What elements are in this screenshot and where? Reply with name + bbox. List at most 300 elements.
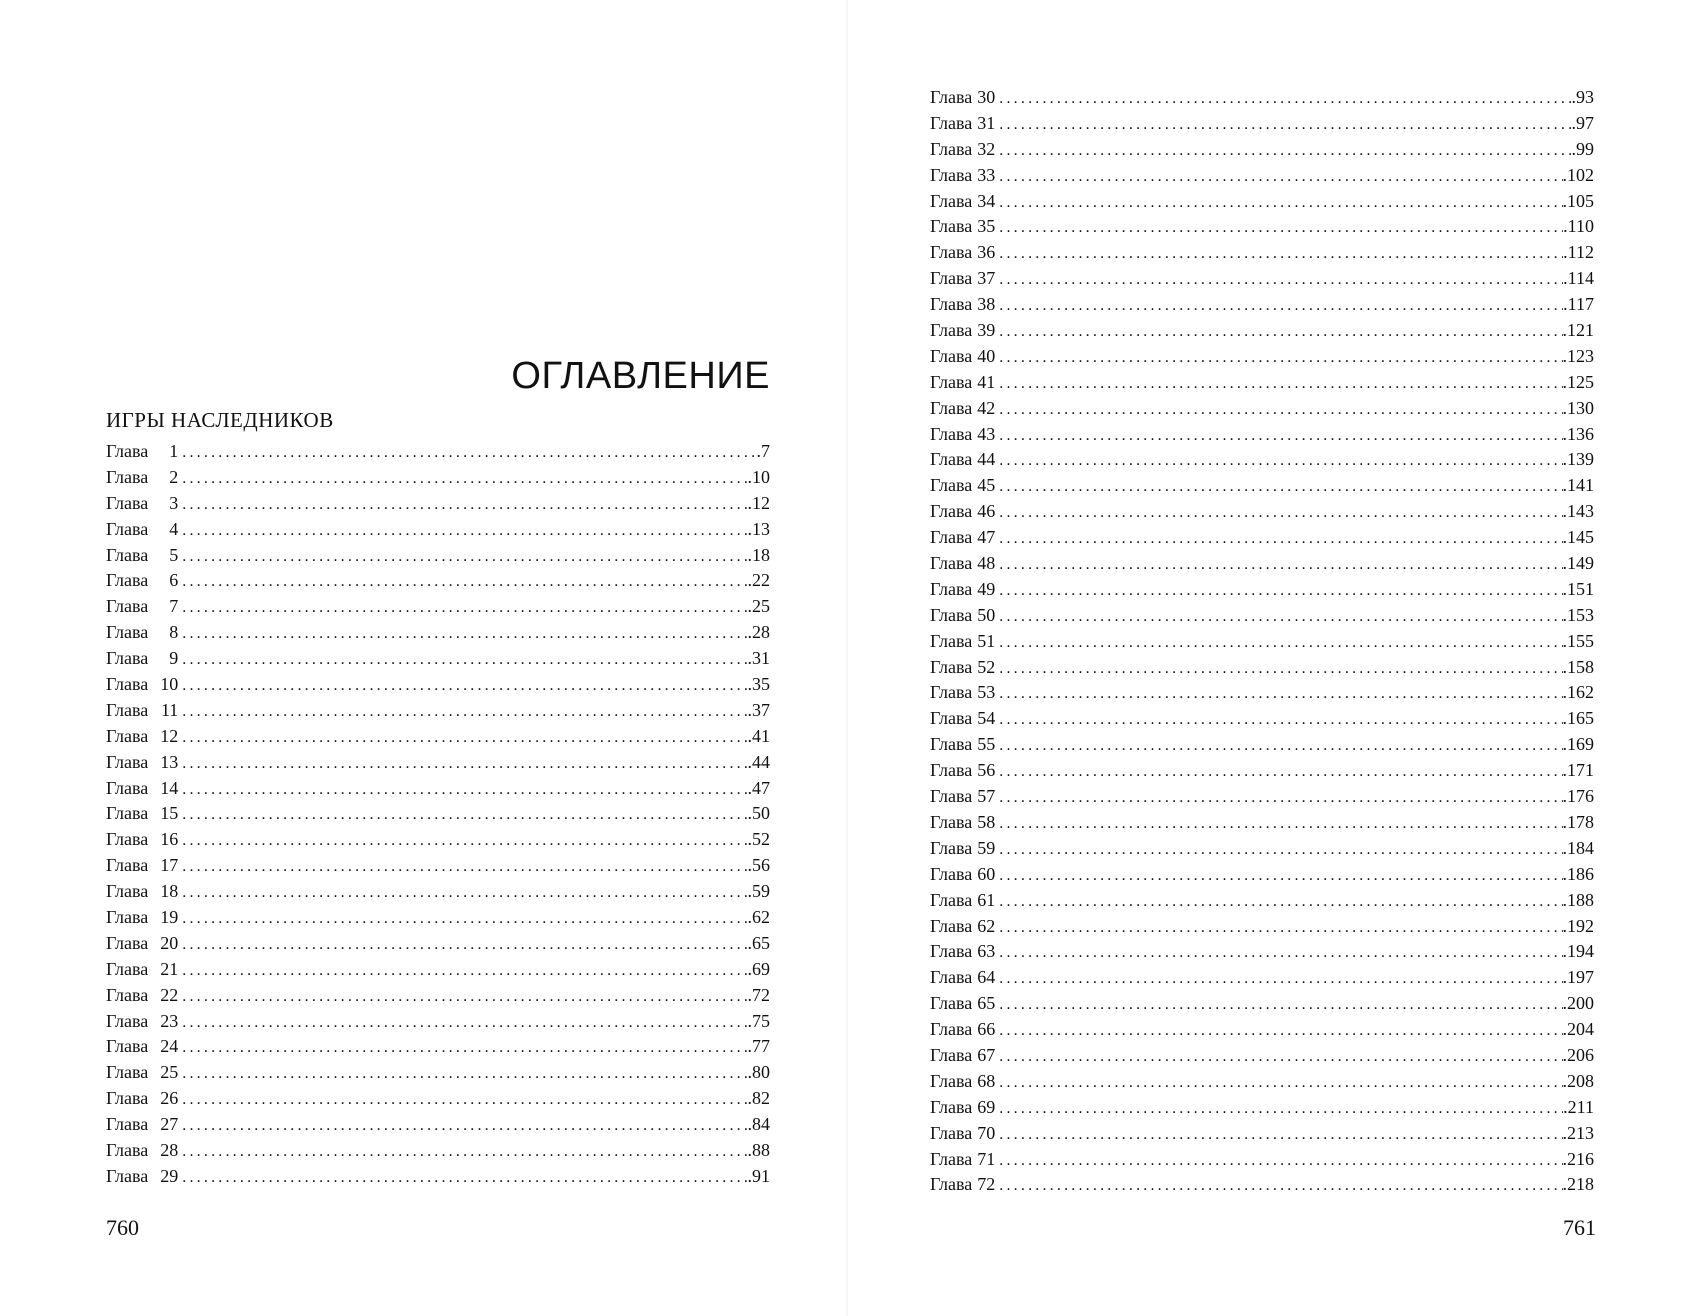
chapter-number: 64: [977, 967, 996, 988]
dot-leader: [995, 863, 1562, 888]
dot-leader: [178, 751, 747, 776]
chapter-page-number: .7: [756, 441, 770, 461]
chapter-page-number: .158: [1562, 656, 1594, 677]
chapter-page-number: .91: [747, 1165, 770, 1186]
dot-leader: [995, 1044, 1562, 1069]
chapter-number: 47: [977, 527, 996, 548]
chapter-label: Глава: [106, 544, 149, 565]
dot-leader: [995, 966, 1562, 991]
chapter-number: 15: [160, 803, 179, 824]
dot-leader: [995, 656, 1562, 681]
chapter-page-number: .28: [747, 622, 770, 643]
dot-leader: [995, 940, 1562, 965]
chapter-number: 19: [160, 907, 179, 928]
toc-entry: [930, 214, 1594, 240]
chapter-page-number: .123: [1562, 345, 1594, 366]
dot-leader: [178, 1061, 747, 1086]
toc-entry: [106, 1112, 770, 1138]
chapter-page-number: .162: [1562, 682, 1594, 703]
chapter-number: 24: [160, 1036, 179, 1057]
chapter-number: 68: [977, 1070, 996, 1091]
dot-leader: [995, 1148, 1562, 1173]
toc-entry: [106, 1009, 770, 1035]
chapter-number: 67: [977, 1044, 996, 1065]
dot-leader: [995, 526, 1562, 551]
dot-leader: [995, 1096, 1563, 1121]
chapter-page-number: .178: [1562, 811, 1594, 832]
page-number-left: 760: [106, 1215, 139, 1240]
chapter-number: 52: [977, 656, 996, 677]
chapter-page-number: .56: [747, 855, 770, 876]
toc-entry: [930, 991, 1594, 1017]
toc-entry: [930, 965, 1594, 991]
dot-leader: [178, 725, 747, 750]
dot-leader: [995, 241, 1563, 266]
chapter-label: Глава: [930, 786, 973, 807]
chapter-page-number: .176: [1562, 786, 1594, 807]
chapter-label: Глава: [106, 855, 149, 876]
chapter-page-number: .188: [1562, 889, 1594, 910]
chapter-page-number: .110: [1563, 216, 1594, 237]
chapter-label: Глава: [930, 345, 973, 366]
chapter-number: 36: [977, 242, 996, 263]
toc-entry: [930, 499, 1594, 525]
chapter-number: 42: [977, 397, 996, 418]
chapter-page-number: .216: [1562, 1148, 1594, 1169]
dot-leader: [178, 932, 747, 957]
chapter-page-number: .93: [1571, 87, 1594, 107]
chapter-label: Глава: [930, 993, 973, 1014]
chapter-number: 28: [160, 1140, 179, 1161]
chapter-label: Глава: [106, 1140, 149, 1161]
dot-leader: [178, 569, 747, 594]
chapter-page-number: .143: [1562, 501, 1594, 522]
chapter-label: Глава: [930, 423, 973, 444]
toc-entry: [106, 672, 770, 698]
chapter-number: 35: [977, 216, 996, 237]
chapter-page-number: .114: [1563, 268, 1594, 289]
toc-heading: ОГЛАВЛЕНИЕ: [511, 355, 770, 397]
dot-leader: [178, 544, 747, 569]
toc-entry: [930, 1147, 1594, 1173]
chapter-page-number: .204: [1562, 1019, 1594, 1040]
chapter-page-number: .82: [747, 1088, 770, 1109]
chapter-label: Глава: [930, 397, 973, 418]
chapter-label: Глава: [106, 725, 149, 746]
chapter-number: 40: [977, 345, 996, 366]
toc-entry: [930, 266, 1594, 292]
chapter-label: Глава: [106, 958, 149, 979]
toc-entry: [106, 1164, 770, 1190]
chapter-page-number: .97: [1571, 112, 1594, 133]
chapter-label: Глава: [930, 1122, 973, 1143]
dot-leader: [995, 1122, 1562, 1147]
dot-leader: [995, 630, 1562, 655]
toc-list-right: [930, 85, 1594, 1198]
toc-entry: [106, 957, 770, 983]
chapter-label: Глава: [930, 941, 973, 962]
chapter-label: Глава: [930, 449, 973, 470]
chapter-label: Глава: [930, 889, 973, 910]
chapter-label: Глава: [930, 1096, 973, 1117]
chapter-label: Глава: [106, 441, 149, 461]
toc-entry: [106, 853, 770, 879]
chapter-number: 63: [977, 941, 996, 962]
toc-entry: [930, 292, 1594, 318]
chapter-page-number: .186: [1562, 863, 1594, 884]
chapter-label: Глава: [106, 829, 149, 850]
chapter-number: 2: [169, 466, 179, 487]
dot-leader: [178, 492, 747, 517]
chapter-label: Глава: [930, 501, 973, 522]
toc-list-left: [106, 439, 770, 1190]
toc-entry: [106, 776, 770, 802]
toc-entry: [930, 1095, 1594, 1121]
chapter-number: 13: [160, 751, 179, 772]
dot-leader: [178, 984, 747, 1009]
toc-entry: [930, 603, 1594, 629]
chapter-number: 22: [160, 984, 179, 1005]
toc-entry: [930, 939, 1594, 965]
chapter-label: Глава: [930, 578, 973, 599]
chapter-number: 66: [977, 1019, 996, 1040]
dot-leader: [995, 345, 1562, 370]
dot-leader: [995, 552, 1562, 577]
dot-leader: [178, 1139, 747, 1164]
toc-entry: [106, 439, 770, 465]
chapter-label: Глава: [106, 1010, 149, 1031]
dot-leader: [995, 837, 1562, 862]
chapter-label: Глава: [106, 1062, 149, 1083]
chapter-label: Глава: [930, 553, 973, 574]
chapter-page-number: .208: [1562, 1070, 1594, 1091]
chapter-page-number: .206: [1562, 1044, 1594, 1065]
chapter-number: 31: [977, 112, 996, 133]
dot-leader: [178, 647, 747, 672]
chapter-number: 23: [160, 1010, 179, 1031]
chapter-label: Глава: [930, 164, 973, 185]
dot-leader: [995, 500, 1562, 525]
toc-entry: [930, 551, 1594, 577]
chapter-page-number: .44: [747, 751, 770, 772]
chapter-number: 49: [977, 578, 996, 599]
toc-entry: [930, 655, 1594, 681]
chapter-label: Глава: [930, 1148, 973, 1169]
toc-entry: [106, 620, 770, 646]
toc-entry: [930, 318, 1594, 344]
chapter-number: 16: [160, 829, 179, 850]
dot-leader: [178, 699, 747, 724]
chapter-page-number: .200: [1562, 993, 1594, 1014]
chapter-number: 3: [169, 492, 179, 513]
chapter-page-number: .130: [1562, 397, 1594, 418]
chapter-number: 11: [160, 699, 179, 720]
chapter-number: 39: [977, 320, 996, 341]
chapter-label: Глава: [930, 734, 973, 755]
dot-leader: [995, 811, 1562, 836]
chapter-page-number: .169: [1562, 734, 1594, 755]
toc-entry: [930, 422, 1594, 448]
toc-entry: [930, 1121, 1594, 1147]
chapter-number: 6: [169, 570, 179, 591]
chapter-page-number: .192: [1562, 915, 1594, 936]
chapter-page-number: .75: [747, 1010, 770, 1031]
chapter-number: 54: [977, 708, 996, 729]
chapter-number: 60: [977, 863, 996, 884]
chapter-number: 48: [977, 553, 996, 574]
toc-entry: [930, 344, 1594, 370]
chapter-page-number: .165: [1562, 708, 1594, 729]
toc-entry: [930, 189, 1594, 215]
toc-entry: [930, 1017, 1594, 1043]
toc-entry: [106, 698, 770, 724]
toc-entry: [106, 1138, 770, 1164]
toc-entry: [930, 888, 1594, 914]
chapter-label: Глава: [106, 596, 149, 617]
chapter-number: 1: [169, 441, 179, 461]
chapter-label: Глава: [106, 1165, 149, 1186]
chapter-label: Глава: [106, 466, 149, 487]
dot-leader: [178, 595, 747, 620]
chapter-page-number: .13: [747, 518, 770, 539]
chapter-label: Глава: [106, 1036, 149, 1057]
chapter-number: 53: [977, 682, 996, 703]
chapter-label: Глава: [930, 527, 973, 548]
dot-leader: [178, 518, 747, 543]
chapter-page-number: .72: [747, 984, 770, 1005]
chapter-page-number: .121: [1562, 320, 1594, 341]
chapter-number: 41: [977, 371, 996, 392]
chapter-label: Глава: [930, 811, 973, 832]
toc-entry: [106, 827, 770, 853]
dot-leader: [995, 759, 1562, 784]
chapter-label: Глава: [930, 320, 973, 341]
toc-entry: [106, 1086, 770, 1112]
chapter-number: 38: [977, 294, 996, 315]
chapter-number: 30: [977, 87, 996, 107]
chapter-label: Глава: [930, 268, 973, 289]
chapter-label: Глава: [930, 863, 973, 884]
chapter-label: Глава: [930, 630, 973, 651]
toc-entry: [930, 1069, 1594, 1095]
chapter-number: 5: [169, 544, 179, 565]
chapter-page-number: .10: [747, 466, 770, 487]
chapter-page-number: .184: [1562, 837, 1594, 858]
chapter-label: Глава: [930, 216, 973, 237]
chapter-label: Глава: [930, 915, 973, 936]
chapter-number: 45: [977, 475, 996, 496]
chapter-label: Глава: [106, 984, 149, 1005]
toc-entry: [930, 1172, 1594, 1198]
toc-entry: [930, 396, 1594, 422]
dot-leader: [995, 215, 1563, 240]
chapter-label: Глава: [930, 837, 973, 858]
chapter-label: Глава: [930, 475, 973, 496]
dot-leader: [995, 1070, 1562, 1095]
dot-leader: [995, 681, 1562, 706]
chapter-page-number: .59: [747, 881, 770, 902]
dot-leader: [178, 440, 756, 465]
dot-leader: [995, 604, 1562, 629]
dot-leader: [995, 915, 1562, 940]
toc-entry: [930, 629, 1594, 655]
chapter-label: Глава: [106, 1114, 149, 1135]
chapter-page-number: .31: [747, 648, 770, 669]
chapter-number: 21: [160, 958, 179, 979]
toc-entry: [106, 491, 770, 517]
dot-leader: [178, 621, 747, 646]
dot-leader: [995, 293, 1563, 318]
chapter-number: 44: [977, 449, 996, 470]
chapter-number: 72: [977, 1174, 996, 1195]
dot-leader: [178, 1087, 747, 1112]
chapter-page-number: .213: [1562, 1122, 1594, 1143]
chapter-number: 7: [169, 596, 179, 617]
dot-leader: [178, 958, 747, 983]
toc-entry: [930, 836, 1594, 862]
chapter-label: Глава: [930, 656, 973, 677]
section-title: ИГРЫ НАСЛЕДНИКОВ: [106, 408, 334, 432]
toc-entry: [106, 931, 770, 957]
chapter-number: 14: [160, 777, 179, 798]
chapter-page-number: .171: [1562, 760, 1594, 781]
chapter-number: 55: [977, 734, 996, 755]
dot-leader: [178, 1113, 747, 1138]
chapter-label: Глава: [106, 777, 149, 798]
chapter-label: Глава: [106, 881, 149, 902]
chapter-number: 18: [160, 881, 179, 902]
chapter-page-number: .84: [747, 1114, 770, 1135]
dot-leader: [995, 138, 1571, 163]
toc-entry: [930, 680, 1594, 706]
toc-entry: [106, 1060, 770, 1086]
toc-entry: [930, 137, 1594, 163]
chapter-label: Глава: [930, 682, 973, 703]
toc-entry: [106, 905, 770, 931]
dot-leader: [995, 474, 1562, 499]
dot-leader: [995, 1018, 1562, 1043]
chapter-number: 57: [977, 786, 996, 807]
chapter-number: 34: [977, 190, 996, 211]
toc-entry: [930, 525, 1594, 551]
toc-entry: [930, 163, 1594, 189]
chapter-page-number: .77: [747, 1036, 770, 1057]
dot-leader: [995, 448, 1562, 473]
page-number-right: 761: [1563, 1215, 1596, 1240]
chapter-label: Глава: [106, 518, 149, 539]
chapter-label: Глава: [930, 604, 973, 625]
chapter-page-number: .153: [1562, 604, 1594, 625]
toc-entry: [930, 111, 1594, 137]
chapter-number: 32: [977, 138, 996, 159]
toc-entry: [106, 517, 770, 543]
chapter-label: Глава: [106, 492, 149, 513]
chapter-page-number: .151: [1562, 578, 1594, 599]
chapter-page-number: .125: [1562, 371, 1594, 392]
chapter-label: Глава: [930, 1174, 973, 1195]
toc-entry: [930, 862, 1594, 888]
chapter-number: 51: [977, 630, 996, 651]
chapter-label: Глава: [106, 751, 149, 772]
dot-leader: [995, 319, 1562, 344]
dot-leader: [995, 992, 1562, 1017]
chapter-number: 10: [160, 674, 179, 695]
toc-entry: [930, 758, 1594, 784]
toc-entry: [930, 447, 1594, 473]
dot-leader: [995, 578, 1562, 603]
chapter-label: Глава: [930, 190, 973, 211]
dot-leader: [178, 673, 747, 698]
dot-leader: [995, 397, 1562, 422]
chapter-number: 70: [977, 1122, 996, 1143]
chapter-label: Глава: [930, 87, 973, 107]
chapter-page-number: .80: [747, 1062, 770, 1083]
toc-entry: [930, 577, 1594, 603]
chapter-number: 37: [977, 268, 996, 289]
chapter-label: Глава: [930, 708, 973, 729]
chapter-page-number: .155: [1562, 630, 1594, 651]
toc-entry: [930, 732, 1594, 758]
chapter-number: 25: [160, 1062, 179, 1083]
chapter-page-number: .50: [747, 803, 770, 824]
chapter-label: Глава: [106, 803, 149, 824]
chapter-page-number: .12: [747, 492, 770, 513]
dot-leader: [995, 267, 1563, 292]
chapter-page-number: .18: [747, 544, 770, 565]
chapter-number: 26: [160, 1088, 179, 1109]
toc-entry: [930, 473, 1594, 499]
dot-leader: [995, 1173, 1562, 1198]
toc-entry: [106, 801, 770, 827]
chapter-label: Глава: [106, 570, 149, 591]
chapter-number: 46: [977, 501, 996, 522]
chapter-label: Глава: [930, 138, 973, 159]
chapter-number: 62: [977, 915, 996, 936]
chapter-page-number: .139: [1562, 449, 1594, 470]
chapter-number: 59: [977, 837, 996, 858]
chapter-page-number: .145: [1562, 527, 1594, 548]
dot-leader: [178, 880, 747, 905]
dot-leader: [995, 785, 1562, 810]
chapter-label: Глава: [930, 112, 973, 133]
chapter-label: Глава: [106, 907, 149, 928]
toc-entry: [930, 1043, 1594, 1069]
dot-leader: [178, 802, 747, 827]
dot-leader: [995, 889, 1562, 914]
toc-entry: [106, 543, 770, 569]
chapter-label: Глава: [106, 674, 149, 695]
chapter-label: Глава: [106, 699, 149, 720]
toc-entry: [106, 465, 770, 491]
chapter-page-number: .149: [1562, 553, 1594, 574]
chapter-page-number: .194: [1562, 941, 1594, 962]
dot-leader: [178, 466, 747, 491]
chapter-number: 43: [977, 423, 996, 444]
chapter-page-number: .47: [747, 777, 770, 798]
chapter-label: Глава: [930, 967, 973, 988]
chapter-page-number: .69: [747, 958, 770, 979]
toc-entry: [106, 594, 770, 620]
chapter-label: Глава: [930, 1070, 973, 1091]
dot-leader: [995, 190, 1562, 215]
dot-leader: [995, 707, 1562, 732]
chapter-page-number: .52: [747, 829, 770, 850]
toc-entry: [106, 750, 770, 776]
dot-leader: [995, 423, 1562, 448]
dot-leader: [178, 1035, 747, 1060]
chapter-page-number: .41: [747, 725, 770, 746]
chapter-number: 56: [977, 760, 996, 781]
